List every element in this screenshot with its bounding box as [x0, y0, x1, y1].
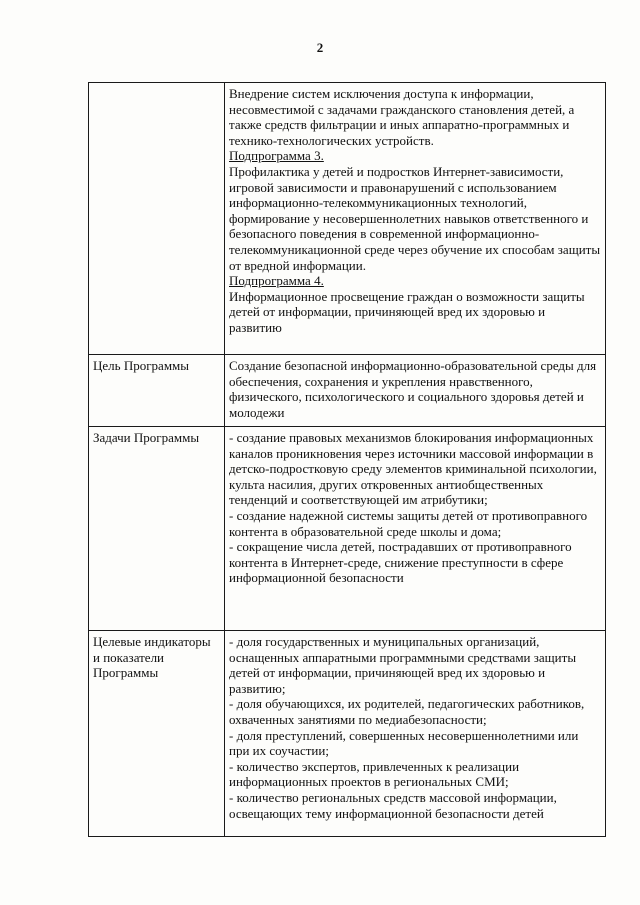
content-paragraph: Профилактика у детей и подростков Интернет-зависимости, игровой зависимости и правонарушений с использованием информационно-телекоммуникационных технологий, формирование у несовершеннолетних навыков ответственного и безопасного поведения в современной информационно-телекоммуникационной среде через обучение их способам защиты от вредной информации.: [229, 163, 601, 273]
content-paragraph: - создание правовых механизмов блокирования информационных каналов проникновения через источники массовой информации в детско-подростковую среду элементов криминальной психологии, культа насилия, других откровенных антиобщественных тенденций и соответствующей им атрибутики;: [229, 430, 597, 508]
subprogram-heading: Подпрограмма 3.: [229, 148, 324, 164]
program-passport-table: [88, 82, 606, 837]
row-target-indicators: [89, 631, 606, 837]
row-content: [225, 631, 606, 837]
content-paragraph: - количество региональных средств массовой информации, освещающих тему информационной безопасности детей: [229, 789, 557, 821]
row-label: Цель Программы: [89, 355, 225, 427]
row-label: Целевые индикаторы и показатели Программы: [89, 631, 225, 837]
row-content: [225, 83, 606, 355]
subprogram-heading: Подпрограмма 4.: [229, 273, 324, 289]
content-paragraph: - создание надежной системы защиты детей от противоправного контента в образовательной среде школы и дома;: [229, 507, 588, 539]
row-content: [225, 355, 606, 427]
content-paragraph: - сокращение числа детей, пострадавших от противоправного контента в Интернет-среде, снижение преступности в сфере информационной безопасности: [229, 539, 572, 586]
content-paragraph: - доля обучающихся, их родителей, педагогических работников, охваченных занятиями по медиабезопасности;: [229, 696, 585, 727]
row-label: [89, 83, 225, 355]
row-content: [225, 427, 606, 631]
content-paragraph: Внедрение систем исключения доступа к информации, несовместимой с задачами гражданского становления детей, а также средств фильтрации и иных аппаратно-программных и технико-технологических устройств.: [229, 86, 575, 148]
content-paragraph: Информационное просвещение граждан о возможности защиты детей от информации, причиняющей вред их здоровью и развитию: [229, 288, 585, 335]
content-paragraph: - количество экспертов, привлеченных к реализации информационных проектов в региональных СМИ;: [229, 758, 520, 790]
row-subprograms: [89, 83, 606, 355]
content-paragraph: - доля государственных и муниципальных организаций, оснащенных аппаратными программными средствами защиты детей от информации, причиняющей вред их здоровью и развитию;: [229, 634, 577, 696]
content-paragraph: Создание безопасной информационно-образовательной среды для обеспечения, сохранения и укрепления нравственного, физического, психологического и социального здоровья детей и молодежи: [229, 358, 597, 420]
page-number: 2: [316, 40, 324, 55]
row-program-tasks: [89, 427, 606, 631]
content-paragraph: - доля преступлений, совершенных несовершеннолетними или при их соучастии;: [229, 727, 579, 759]
row-program-goal: [89, 355, 606, 427]
row-label: Задачи Программы: [89, 427, 225, 631]
